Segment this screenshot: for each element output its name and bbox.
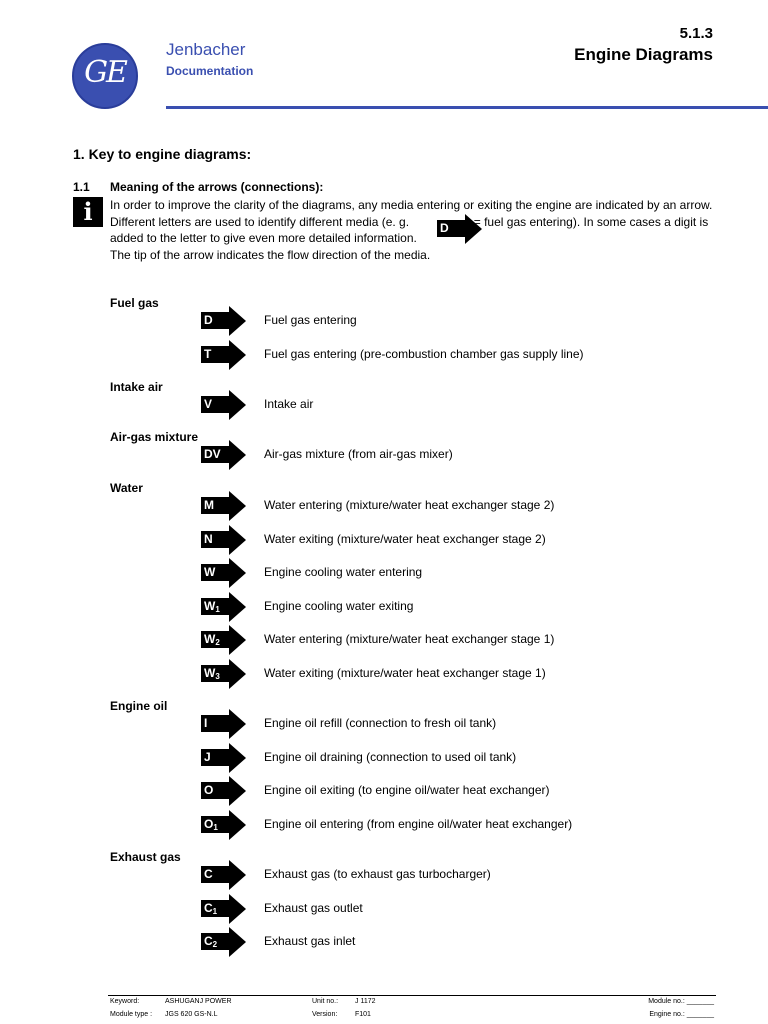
group-label: Fuel gas <box>110 296 159 310</box>
footer-unit-value: J 1172 <box>355 998 376 1005</box>
arrow-right-icon <box>229 390 246 420</box>
connection-description: Engine cooling water exiting <box>264 598 414 613</box>
connection-description: Intake air <box>264 397 314 411</box>
example-arrow <box>437 214 482 244</box>
arrow-code: V <box>204 397 213 411</box>
footer-version-label: Version: <box>312 1011 338 1018</box>
connection-arrow <box>201 306 246 336</box>
footer-keyword-label: Keyword: <box>110 998 140 1005</box>
arrow-right-icon <box>229 625 246 655</box>
footer-keyword-value: ASHUGANJ POWER <box>165 998 232 1005</box>
arrow-right-icon <box>229 340 246 370</box>
ge-logo <box>72 43 138 109</box>
logo-text: GE <box>84 55 126 90</box>
arrow-right-icon <box>229 776 246 806</box>
group-label: Engine oil <box>110 699 168 713</box>
intro-line-3: The tip of the arrow indicates the flow direction of the media. <box>110 247 431 262</box>
arrow-right-icon <box>229 440 246 470</box>
arrow-code: $C_1$ <box>204 900 218 916</box>
connection-description: Engine oil entering (from engine oil/water heat exchanger) <box>264 816 573 831</box>
connection-description: Fuel gas entering (pre-combustion chamber gas supply line) <box>264 346 584 361</box>
arrow-code: O <box>204 783 214 797</box>
arrow-right-icon <box>229 491 246 521</box>
connection-description: Engine cooling water entering <box>264 565 423 579</box>
section-title: Engine Diagrams <box>574 45 713 64</box>
connection-description: Air-gas mixture (from air-gas mixer) <box>264 447 453 461</box>
connection-description: Exhaust gas outlet <box>264 900 363 915</box>
arrow-code: $W_1$ <box>204 598 220 614</box>
footer-module-type-label: Module type : <box>110 1011 153 1018</box>
connection-description: Water entering (mixture/water heat exchanger stage 1) <box>264 632 555 646</box>
connection-description: Engine oil exiting (to engine oil/water heat exchanger) <box>264 783 550 797</box>
arrow-code: C <box>204 867 213 881</box>
connection-arrow <box>201 894 246 924</box>
connection-description: Exhaust gas inlet <box>264 934 356 948</box>
footer-engine-no: Engine no.: _______ <box>649 1011 714 1018</box>
arrow-right-icon <box>229 894 246 924</box>
arrow-right-icon <box>229 743 246 773</box>
connection-arrow <box>201 440 246 470</box>
arrow-code: $W_2$ <box>204 632 220 647</box>
group-label: Intake air <box>110 380 163 394</box>
connection-description: Engine oil refill (connection to fresh oil tank) <box>264 716 497 730</box>
footer-version-value: F101 <box>355 1011 371 1018</box>
page-heading: 1. Key to engine diagrams: <box>73 146 252 162</box>
arrow-right-icon <box>229 927 246 957</box>
arrow-right-icon <box>229 306 246 336</box>
intro-line-2 <box>110 214 720 247</box>
footer-module-type-value: JGS 620 GS-N.L <box>165 1011 218 1018</box>
arrow-code: I <box>204 716 208 730</box>
connection-description: Engine oil draining (connection to used oil tank) <box>264 749 517 764</box>
connection-arrow <box>201 625 246 655</box>
group-label: Air-gas mixture <box>110 430 199 444</box>
arrow-code: $W_3$ <box>204 665 220 681</box>
arrow-code: DV <box>204 447 221 461</box>
arrow-right-icon <box>465 214 482 244</box>
connection-arrow <box>201 776 246 806</box>
arrow-right-icon <box>229 709 246 739</box>
connection-arrow <box>201 340 246 370</box>
intro-text <box>110 197 720 263</box>
brand-name: Jenbacher <box>166 40 246 59</box>
connection-arrow <box>201 709 246 739</box>
connection-description: Water exiting (mixture/water heat exchanger stage 2) <box>264 531 546 546</box>
connection-arrow <box>201 390 246 420</box>
section-number: 5.1.3 <box>679 25 713 42</box>
connection-arrow <box>201 810 246 840</box>
info-icon: i <box>73 197 103 227</box>
arrow-right-icon <box>229 860 246 890</box>
arrow-code: T <box>204 346 212 361</box>
header-divider <box>166 106 768 109</box>
subheading-title: Meaning of the arrows (connections): <box>110 180 324 194</box>
arrow-right-icon <box>229 659 246 689</box>
connection-arrow <box>201 592 246 622</box>
connection-description: Water entering (mixture/water heat exchanger stage 2) <box>264 498 555 512</box>
connection-arrow <box>201 743 246 773</box>
group-label: Exhaust gas <box>110 850 181 864</box>
footer-unit-label: Unit no.: <box>312 998 339 1005</box>
connection-arrow <box>201 659 246 689</box>
group-label: Water <box>110 481 143 495</box>
arrow-code: D <box>204 313 213 327</box>
brand-subtitle: Documentation <box>166 64 254 78</box>
connection-arrow <box>201 860 246 890</box>
arrow-code: M <box>204 498 214 512</box>
arrow-code: N <box>204 531 213 546</box>
arrow-code: $C_2$ <box>204 934 218 949</box>
intro-line-2a: Different letters are used to identify different media (e. g. <box>110 214 410 229</box>
arrow-code: J <box>204 749 211 764</box>
connection-description: Water exiting (mixture/water heat exchanger stage 1) <box>264 665 546 680</box>
connection-arrow <box>201 927 246 957</box>
footer-divider <box>108 995 716 996</box>
arrow-right-icon <box>229 810 246 840</box>
intro-line-2b: = fuel gas entering). In some cases a digit is added to the letter to give even more detailed information. <box>110 214 709 245</box>
connection-description: Fuel gas entering <box>264 313 357 327</box>
connection-description: Exhaust gas (to exhaust gas turbocharger) <box>264 867 491 881</box>
connection-arrow <box>201 558 246 588</box>
footer-module-no: Module no.: _______ <box>648 998 714 1005</box>
arrow-right-icon <box>229 592 246 622</box>
subheading-number: 1.1 <box>73 180 90 194</box>
arrow-code: D <box>440 221 449 235</box>
arrow-right-icon <box>229 525 246 555</box>
arrow-right-icon <box>229 558 246 588</box>
arrow-code: $O_1$ <box>204 816 218 832</box>
connection-arrow <box>201 525 246 555</box>
intro-line-1: In order to improve the clarity of the diagrams, any media entering or exiting the engine are indicated by an arrow. <box>110 198 713 212</box>
arrow-code: W <box>204 565 216 579</box>
connection-arrow <box>201 491 246 521</box>
